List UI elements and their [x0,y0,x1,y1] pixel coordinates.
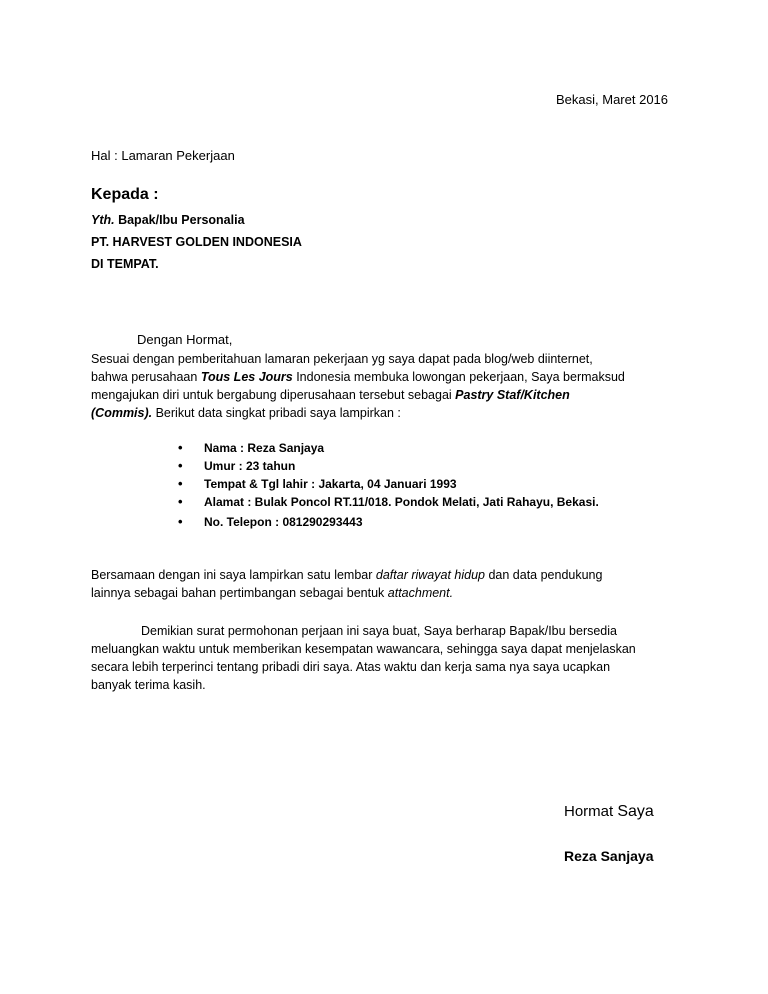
paragraph-line: Demikian surat permohonan perjaan ini saya buat, Saya berharap Bapak/Ibu bersedia [141,624,617,638]
bullet-icon: • [178,476,183,491]
bullet-icon: • [178,458,183,473]
paragraph-line: banyak terima kasih. [91,678,206,692]
paragraph-line: (Commis). Berikut data singkat pribadi saya lampirkan : [91,406,401,420]
paragraph-intro [91,350,625,422]
recipient-company: PT. HARVEST GOLDEN INDONESIA [91,235,302,249]
closing-salutation: Hormat Saya [564,803,654,820]
recipient-heading: Kepada : [91,186,159,203]
list-item: • Umur : 23 tahun [178,458,296,473]
paragraph-line: meluangkan waktu untuk memberikan kesempatan wawancara, sehingga saya dapat menjelaskan [91,642,636,656]
recipient-addressee [91,213,245,227]
paragraph-line: bahwa perusahaan Tous Les Jours Indonesia membuka lowongan pekerjaan, Saya bermaksud [91,370,625,384]
brand-name: Tous Les Jours [200,370,293,384]
bullet-icon: • [178,514,183,529]
job-position: Pastry Staf/Kitchen [455,388,570,402]
list-item: • No. Telepon : 081290293443 [178,514,363,529]
yth-prefix: Yth. [91,213,115,227]
greeting: Dengan Hormat, [137,332,233,347]
job-position-cont: (Commis). [91,406,153,420]
paragraph-line: secara lebih terperinci tentang pribadi diri saya. Atas waktu dan kerja sama nya saya ucapkan [91,660,611,674]
paragraph-attachment [91,566,602,602]
bullet-icon: • [178,494,183,509]
paragraph-line: Sesuai dengan pemberitahuan lamaran pekerjaan yg saya dapat pada blog/web diinternet, [91,352,593,366]
recipient-place: DI TEMPAT. [91,257,159,271]
paragraph-closing [91,622,636,694]
paragraph-line: Bersamaan dengan ini saya lampirkan satu lembar daftar riwayat hidup dan data pendukung [91,568,603,582]
paragraph-line: mengajukan diri untuk bergabung diperusahaan tersebut sebagai Pastry Staf/Kitchen [91,388,570,402]
bullet-icon: • [178,440,183,455]
signer-name: Reza Sanjaya [564,848,654,864]
paragraph-line: lainnya sebagai bahan pertimbangan sebagai bentuk attachment. [91,586,454,600]
list-item: • Nama : Reza Sanjaya [178,440,325,455]
list-item: • Alamat : Bulak Poncol RT.11/018. Pondok Melati, Jati Rahayu, Bekasi. [178,494,599,509]
list-item: • Tempat & Tgl lahir : Jakarta, 04 Januari 1993 [178,476,457,491]
letter-date: Bekasi, Maret 2016 [556,92,669,107]
letter-subject: Hal : Lamaran Pekerjaan [91,148,235,163]
addressee-name: Bapak/Ibu Personalia [114,213,245,227]
